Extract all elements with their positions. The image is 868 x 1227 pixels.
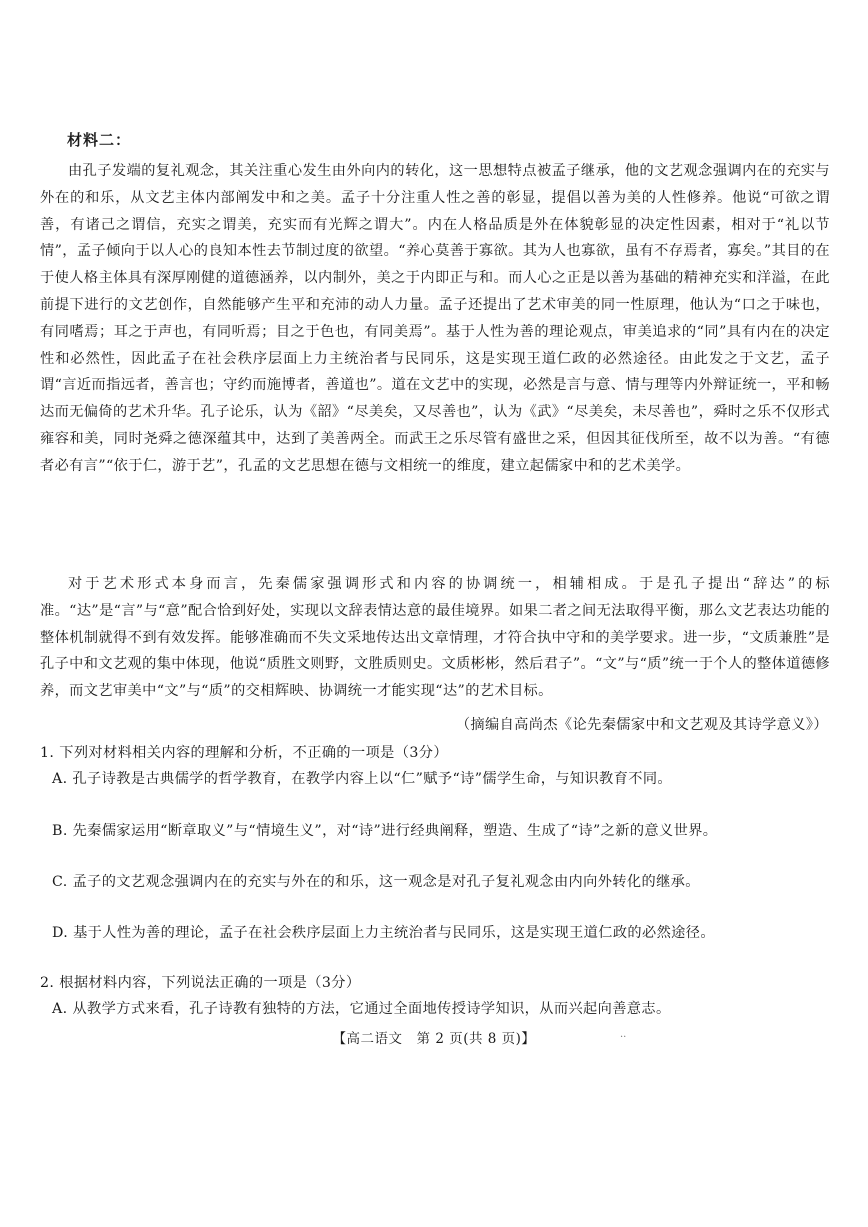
question-1-stem: 1. 下列对材料相关内容的理解和分析，不正确的一项是（3分） <box>40 745 448 761</box>
page-footer: 【高二语文 第 2 页(共 8 页)】 <box>332 1031 536 1047</box>
question-2-stem: 2. 根据材料内容，下列说法正确的一项是（3分） <box>40 975 361 991</box>
question-1-option-a: A. 孔子诗教是古典儒学的哲学教育，在教学内容上以“仁”赋予“诗”儒学生命，与知识教育不同。 <box>52 771 672 787</box>
material-label: 材料二： <box>67 131 132 149</box>
question-1-option-d: D. 基于人性为善的理论，孟子在社会秩序层面上力主统治者与民同乐，这是实现王道仁政的必然途径。 <box>52 925 715 941</box>
question-1-option-b: B. 先秦儒家运用“断章取义”与“情境生义”，对“诗”进行经典阐释，塑造、生成了“诗”之新的意义世界。 <box>52 823 718 839</box>
material-paragraph-2: 对于艺术形式本身而言，先秦儒家强调形式和内容的协调统一，相辅相成。于是孔子提出“辞达”的标准。“达”是“言”与“意”配合恰到好处，实现以文辞表情达意的最佳境界。如果二者之间无法取得平衡，那么文艺表达功能的整体机制就得不到有效发挥。能够准确而不失文采地传达出文章情理，才符合执中守和的美学要求。进一步，“文质兼胜”是孔子中和文艺观的集中体现，他说“质胜文则野，文胜质则史。文质彬彬，然后君子”。“文”与“质”统一于个人的整体道德修养，而文艺审美中“文”与“质”的交相辉映、协调统一才能实现“达”的艺术目标。 <box>40 576 830 700</box>
question-2-option-a: A. 从教学方式来看，孔子诗教有独特的方法，它通过全面地传授诗学知识，从而兴起向善意志。 <box>52 1001 671 1017</box>
material-paragraph-1: 由孔子发端的复礼观念，其关注重心发生由外向内的转化，这一思想特点被孟子继承，他的文艺观念强调内在的充实与外在的和乐，从文艺主体内部阐发中和之美。孟子十分注重人性之善的彰显，提倡以善为美的人性修养。他说“可欲之谓善，有诸己之谓信，充实之谓美，充实而有光辉之谓大”。内在人格品质是外在体貌彰显的决定性因素，相对于“礼以节情”，孟子倾向于以人心的良知本性去节制过度的欲望。“养心莫善于寡欲。其为人也寡欲，虽有不存焉者，寡矣。”其目的在于使人格主体具有深厚刚健的道德涵养，以内制外，美之于内即正与和。而人心之正是以善为基础的精神充实和洋溢，在此前提下进行的文艺创作，自然能够产生平和充沛的动人力量。孟子还提出了艺术审美的同一性原理，他认为“口之于味也，有同嗜焉；耳之于声也，有同听焉；目之于色也，有同美焉”。基于人性为善的理论观点，审美追求的“同”具有内在的决定性和必然性，因此孟子在社会秩序层面上力主统治者与民同乐，这是实现王道仁政的必然途径。由此发之于文艺，孟子谓“言近而指远者，善言也；守约而施博者，善道也”。道在文艺中的实现，必然是言与意、情与理等内外辩证统一，平和畅达而无偏倚的艺术升华。孔子论乐，认为《韶》“尽美矣，又尽善也”，认为《武》“尽美矣，未尽善也”，舜时之乐不仅形式雍容和美，同时尧舜之德深蕴其中，达到了美善两全。而武王之乐尽管有盛世之采，但因其征伐所至，故不以为善。“有德者必有言”“依于仁，游于艺”，孔孟的文艺思想在德与文相统一的维度，建立起儒家中和的艺术美学。 <box>40 163 830 474</box>
source-citation: （摘编自高尚杰《论先秦儒家中和文艺观及其诗学意义》） <box>455 717 828 733</box>
question-1-option-c: C. 孟子的文艺观念强调内在的充实与外在的和乐，这一观念是对孔子复礼观念由内向外转化的继承。 <box>52 874 700 890</box>
footer-mark: .. <box>620 1029 627 1040</box>
